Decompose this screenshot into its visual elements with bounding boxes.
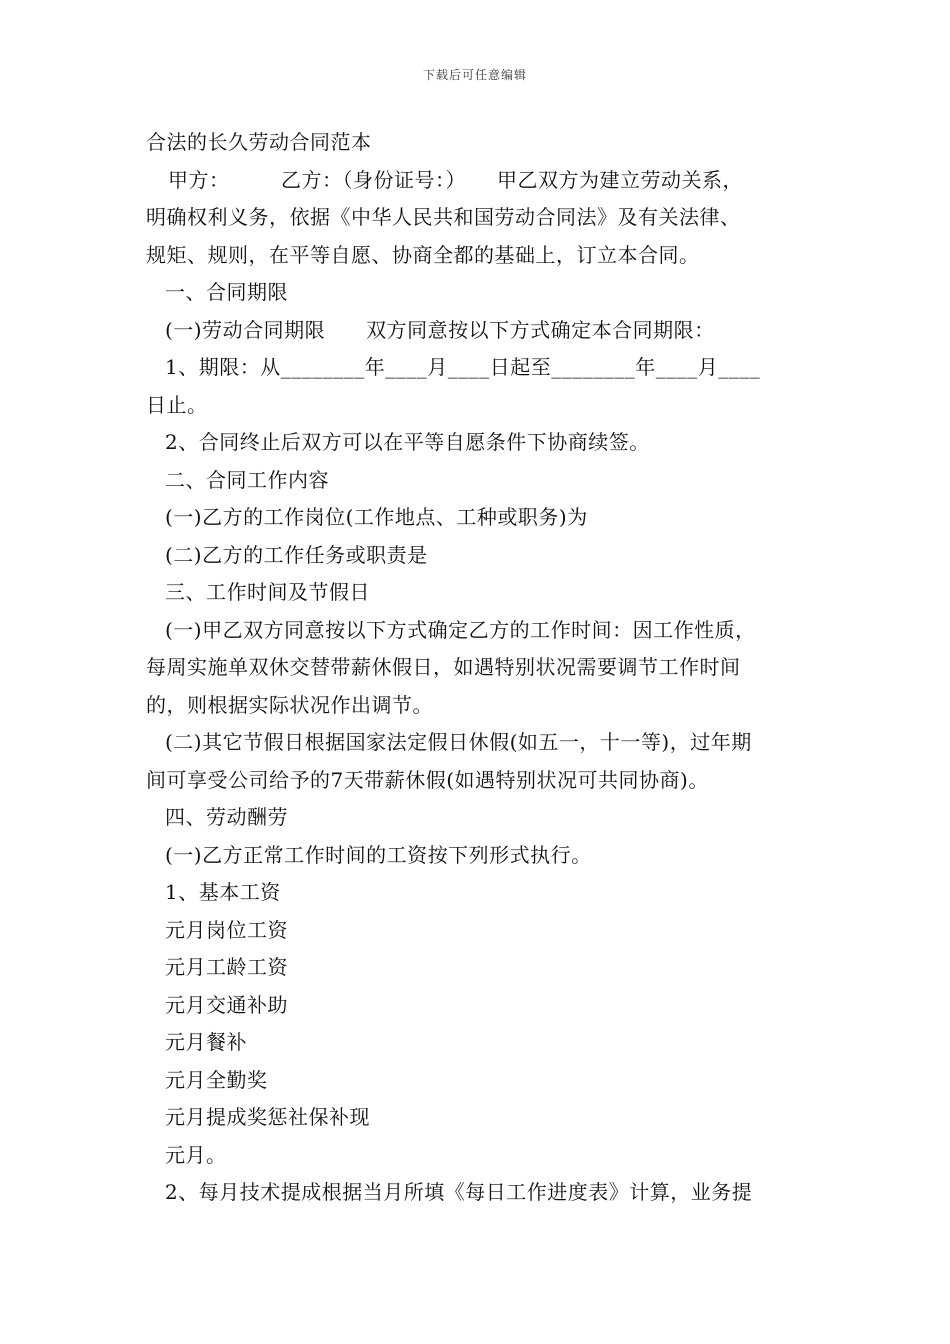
paragraph-line: (一)乙方的工作岗位(工作地点、工种或职务)为 (165, 505, 588, 529)
paragraph-line: (二)其它节假日根据国家法定假日休假(如五一，十一等)，过年期 (165, 730, 752, 754)
paragraph-line: 日止。 (146, 392, 208, 417)
list-item: 元月交通补助 (165, 992, 288, 1017)
document-body (146, 124, 810, 1212)
paragraph-line: 2、合同终止后双方可以在平等自愿条件下协商续签。 (165, 430, 650, 454)
section-heading: 一、合同期限 (165, 280, 288, 304)
list-item: 元月全勤奖 (165, 1067, 268, 1092)
section-heading: 三、工作时间及节假日 (165, 580, 370, 604)
paragraph-line: 明确权利义务，依据《中华人民共和国劳动合同法》及有关法律、 (146, 205, 741, 229)
paragraph-line: 间可享受公司给予的7天带薪休假(如遇特别状况可共同协商)。 (146, 767, 709, 792)
list-item: 元月工龄工资 (165, 955, 288, 979)
section-heading: 四、劳动酬劳 (165, 805, 288, 829)
paragraph-line: (二)乙方的工作任务或职责是 (165, 542, 428, 567)
paragraph-line: 每周实施单双休交替带薪休假日，如遇特别状况需要调节工作时间 (146, 655, 741, 679)
document-title: 合法的长久劳动合同范本 (146, 130, 372, 154)
list-item: 元月岗位工资 (165, 917, 288, 942)
paragraph-line: 1、期限：从________年____月____日起至________年____月____ (165, 355, 761, 379)
paragraph-line: 甲方： 乙方：（身份证号：） 甲乙双方为建立劳动关系， (168, 167, 743, 192)
paragraph-line: 2、每月技术提成根据当月所填《每日工作进度表》计算，业务提 (165, 1180, 753, 1204)
section-heading: 二、合同工作内容 (165, 467, 329, 492)
page-header: 下载后可任意编辑 (422, 68, 527, 82)
list-item: 元月餐补 (165, 1030, 247, 1054)
paragraph-line: 规矩、规则，在平等自愿、协商全都的基础上，订立本合同。 (146, 242, 700, 267)
list-item: 元月提成奖惩社保补现 (165, 1105, 370, 1129)
paragraph-line: (一)劳动合同期限 双方同意按以下方式确定本合同期限： (165, 317, 715, 342)
paragraph-line: (一)乙方正常工作时间的工资按下列形式执行。 (165, 842, 592, 867)
list-item: 1、基本工资 (165, 880, 281, 904)
paragraph-line: (一)甲乙双方同意按以下方式确定乙方的工作时间：因工作性质， (165, 617, 756, 642)
paragraph-line: 的，则根据实际状况作出调节。 (146, 692, 433, 717)
list-item: 元月。 (165, 1142, 227, 1167)
